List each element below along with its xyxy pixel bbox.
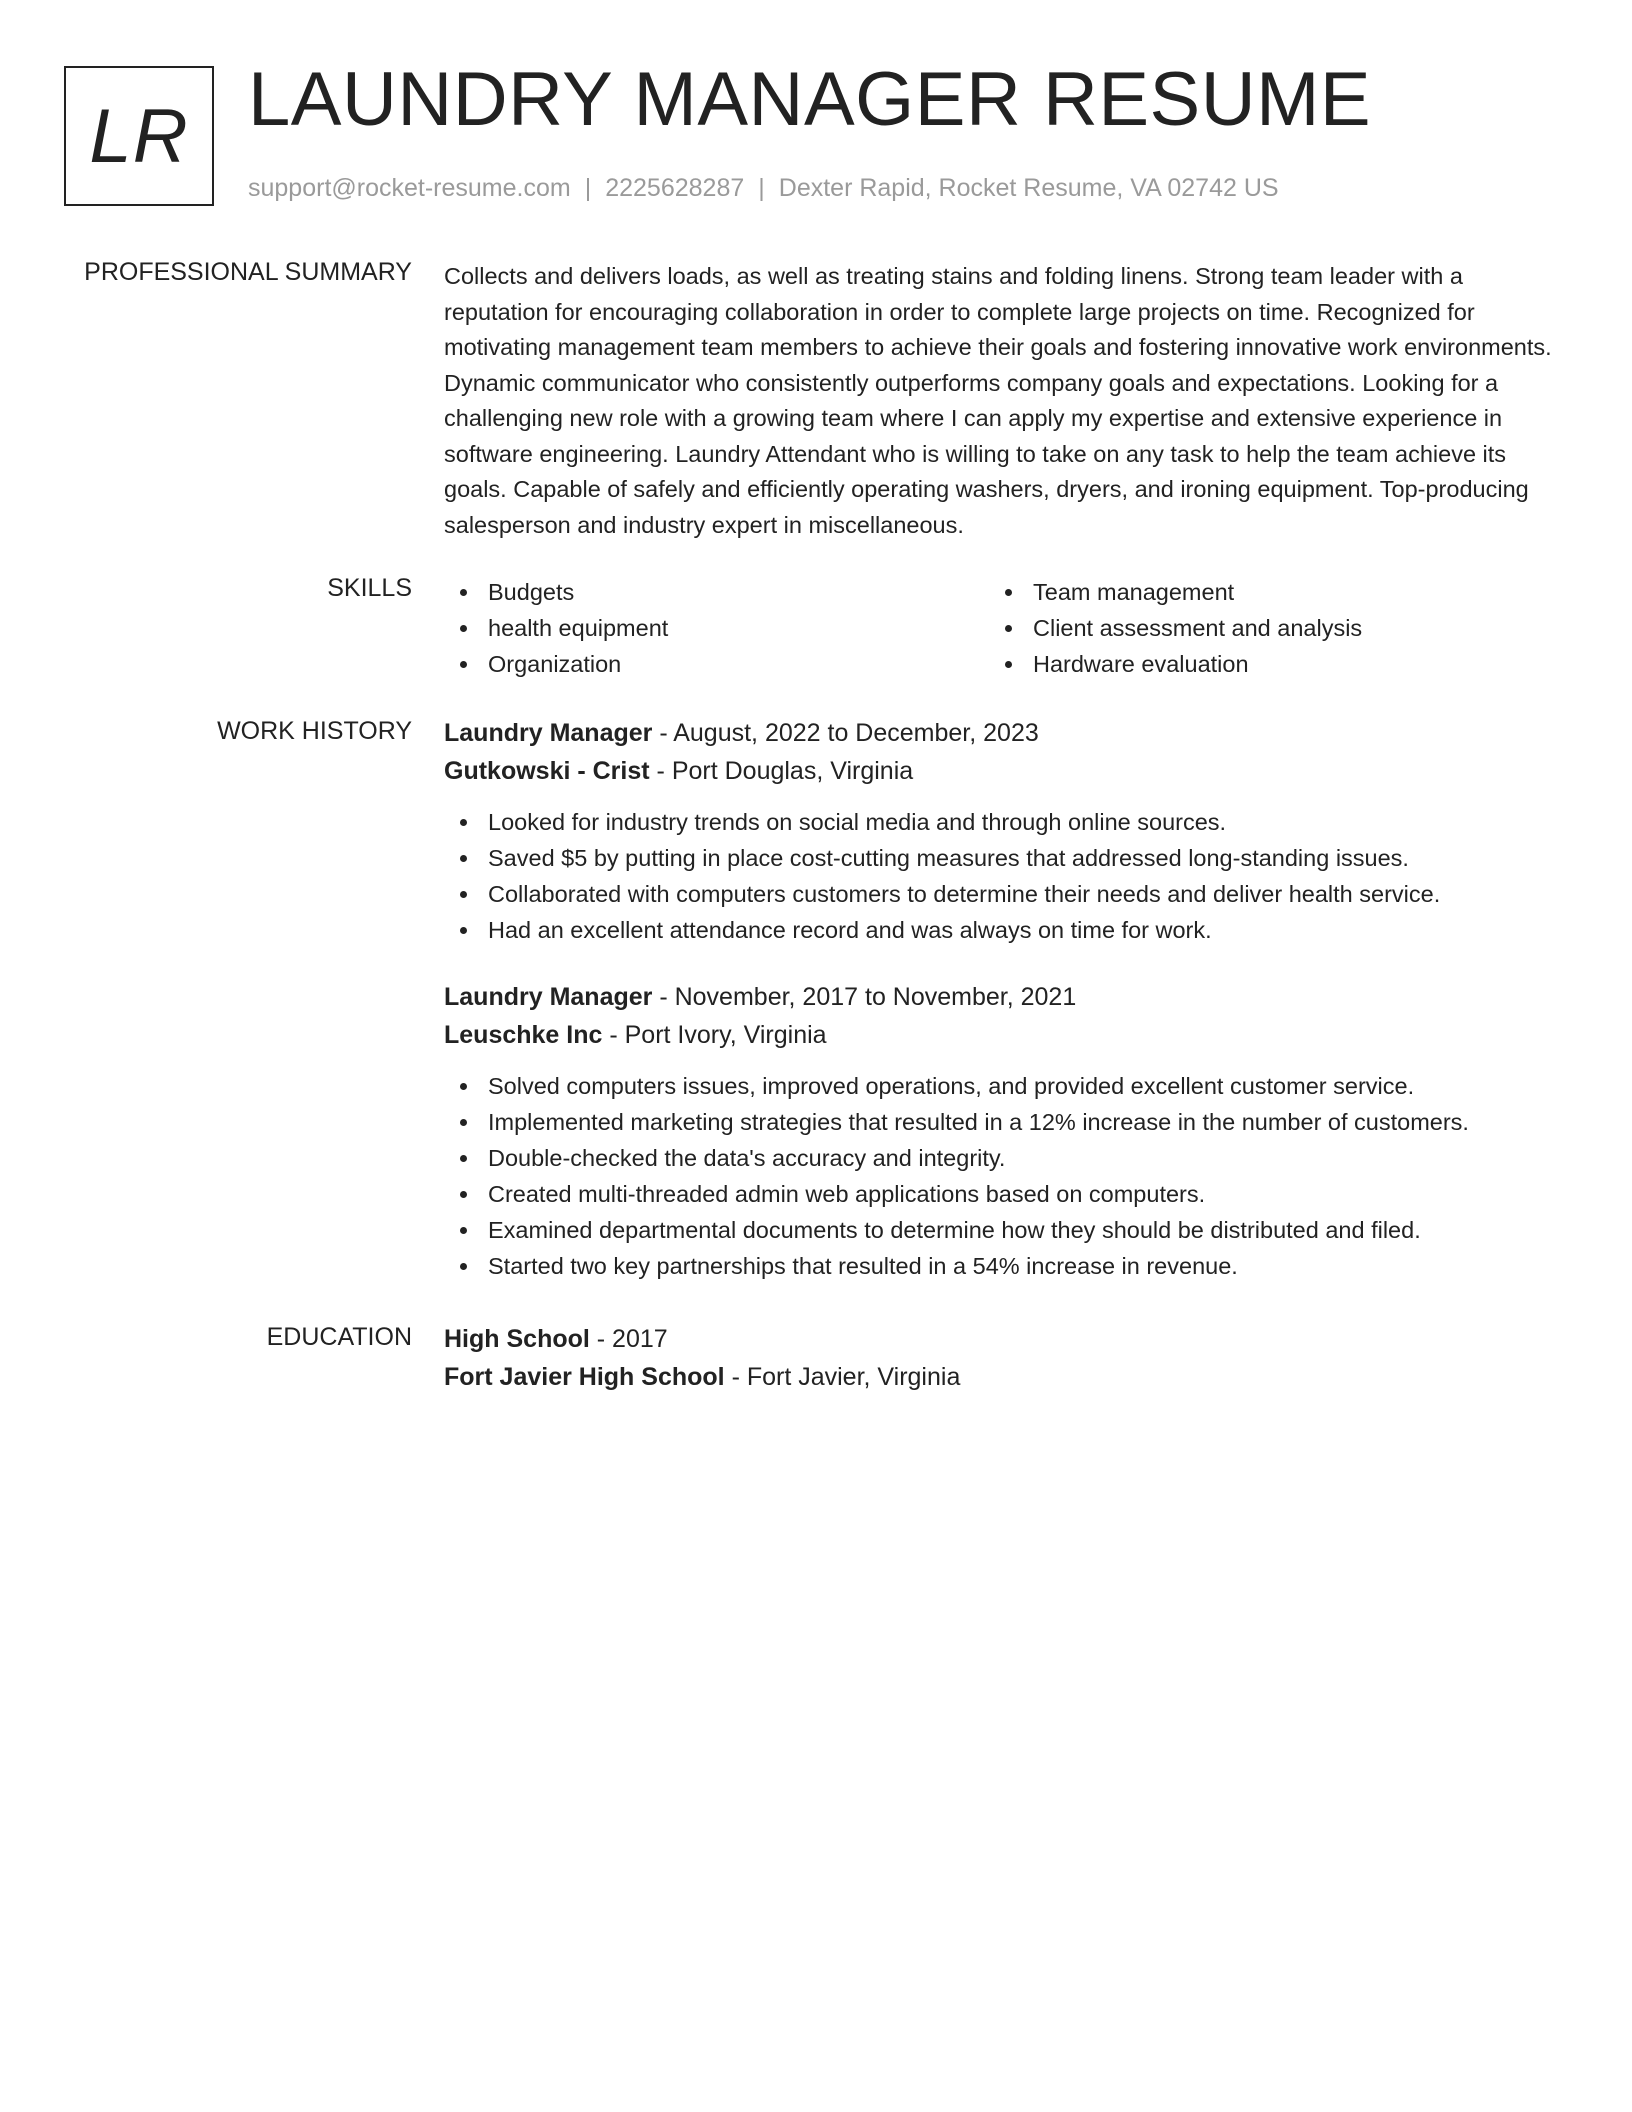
education-location: - Fort Javier, Virginia <box>731 1363 961 1391</box>
job-title-line <box>444 714 1554 752</box>
job-bullets <box>444 1068 1554 1284</box>
skills-column-2 <box>989 574 1534 682</box>
skill-item: Hardware evaluation <box>989 646 1534 682</box>
contact-address: Dexter Rapid, Rocket Resume, VA 02742 US <box>778 174 1279 202</box>
job-bullet: Created multi-threaded admin web applications based on computers. <box>444 1176 1554 1212</box>
job-bullet: Double-checked the data's accuracy and integrity. <box>444 1140 1554 1176</box>
job-location: - Port Douglas, Virginia <box>656 757 914 785</box>
skill-item: Organization <box>444 646 989 682</box>
education-school-line <box>444 1358 1554 1396</box>
job-entry <box>444 978 1554 1284</box>
skills-heading: SKILLS <box>327 574 412 602</box>
summary-heading: PROFESSIONAL SUMMARY <box>84 258 412 286</box>
education-degree-line <box>444 1320 1554 1358</box>
job-bullet: Had an excellent attendance record and was always on time for work. <box>444 912 1554 948</box>
skill-item: Budgets <box>444 574 989 610</box>
skills-column-1 <box>444 574 989 682</box>
job-bullet: Implemented marketing strategies that resulted in a 12% increase in the number of customers. <box>444 1104 1554 1140</box>
job-dates: - November, 2017 to November, 2021 <box>659 983 1077 1011</box>
monogram-logo <box>64 66 214 206</box>
education-school: Fort Javier High School <box>444 1363 725 1391</box>
contact-line <box>248 174 1279 203</box>
resume-title: LAUNDRY MANAGER RESUME <box>248 57 1372 142</box>
work-history-heading: WORK HISTORY <box>217 717 412 745</box>
job-bullet: Solved computers issues, improved operations, and provided excellent customer service. <box>444 1068 1554 1104</box>
job-bullets <box>444 804 1554 948</box>
job-title: Laundry Manager <box>444 983 653 1011</box>
skill-item: health equipment <box>444 610 989 646</box>
skill-item: Team management <box>989 574 1534 610</box>
job-company-line <box>444 752 1554 790</box>
job-bullet: Saved $5 by putting in place cost-cutting measures that addressed long-standing issues. <box>444 840 1554 876</box>
contact-separator: | <box>758 174 765 202</box>
education-heading: EDUCATION <box>266 1323 412 1351</box>
job-dates: - August, 2022 to December, 2023 <box>659 719 1039 747</box>
skill-item: Client assessment and analysis <box>989 610 1534 646</box>
education-degree: High School <box>444 1325 590 1353</box>
job-company: Leuschke Inc <box>444 1021 603 1049</box>
education-body <box>444 1320 1554 1396</box>
job-company: Gutkowski - Crist <box>444 757 650 785</box>
job-bullet: Started two key partnerships that resulted in a 54% increase in revenue. <box>444 1248 1554 1284</box>
job-location: - Port Ivory, Virginia <box>609 1021 827 1049</box>
job-entry <box>444 714 1554 948</box>
contact-phone: 2225628287 <box>605 174 745 202</box>
monogram-initials: LR <box>89 93 189 179</box>
work-history-body <box>444 714 1554 1284</box>
skills-grid <box>444 574 1554 682</box>
contact-email: support@rocket-resume.com <box>248 174 571 202</box>
job-title: Laundry Manager <box>444 719 653 747</box>
contact-separator: | <box>584 174 592 202</box>
job-bullet: Examined departmental documents to determine how they should be distributed and filed. <box>444 1212 1554 1248</box>
job-bullet: Looked for industry trends on social media and through online sources. <box>444 804 1554 840</box>
education-year: - 2017 <box>596 1325 668 1353</box>
job-bullet: Collaborated with computers customers to determine their needs and deliver health service. <box>444 876 1554 912</box>
summary-body <box>444 259 1554 543</box>
job-title-line <box>444 978 1554 1016</box>
job-company-line <box>444 1016 1554 1054</box>
summary-text: Collects and delivers loads, as well as treating stains and folding linens. Strong team leader with a reputation for encouraging collaboration in order to complete large projects on time. Recognized for motivating management team members to achieve their goals and fostering innovative work environments. Dynamic communicator who consistently outperforms company goals and expectations. Looking for a challenging new role with a growing team where I can apply my expertise and extensive experience in software engineering. Laundry Attendant who is willing to take on any task to help the team achieve its goals. Capable of safely and efficiently operating washers, dryers, and ironing equipment. Top-producing salesperson and industry expert in miscellaneous. <box>444 263 1552 538</box>
